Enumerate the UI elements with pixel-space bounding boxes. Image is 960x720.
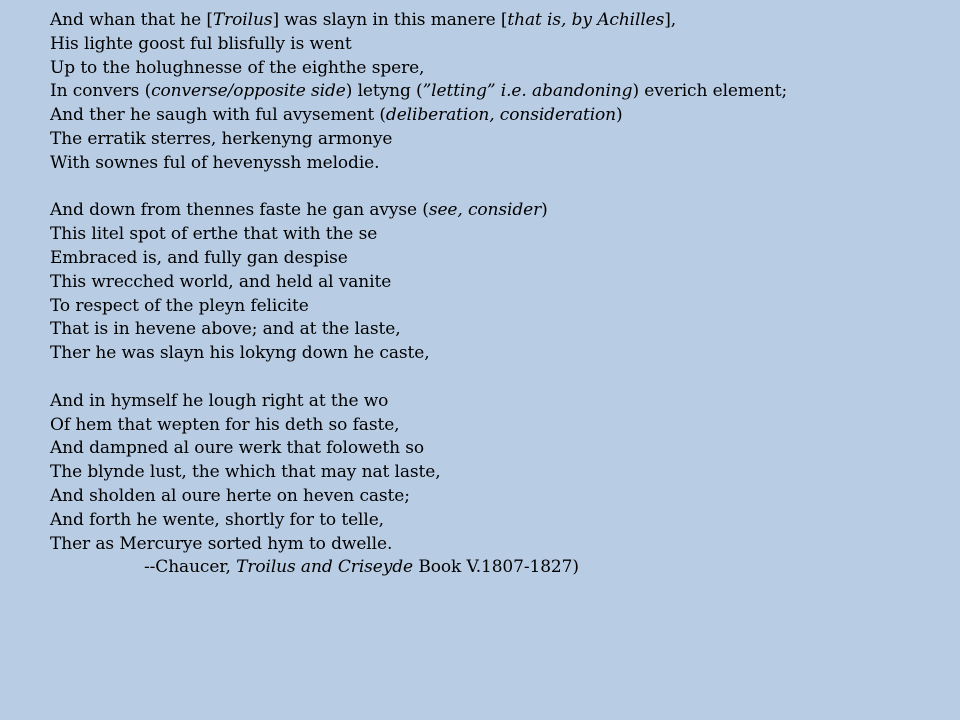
- text-run: ): [541, 200, 548, 221]
- text-run: And down from thennes faste he gan avyse (: [50, 200, 429, 221]
- attribution-title: Troilus and Criseyde: [236, 557, 414, 578]
- stanza-gap: [50, 176, 960, 200]
- poem-line: Embraced is, and fully gan despise: [50, 247, 348, 268]
- italic-gloss: that is, by Achilles: [507, 10, 665, 30]
- text-run: In convers (: [50, 81, 152, 102]
- poem-line: [50, 80, 960, 104]
- text-run: ] was slayn in this manere [: [272, 10, 508, 30]
- poem-line: That is in hevene above; and at the laste,: [50, 319, 401, 340]
- poem: [50, 9, 960, 580]
- poem-line: His lighte goost ful blisfully is went: [50, 33, 352, 54]
- attribution-reference: Book V.1807-1827): [413, 557, 579, 578]
- attribution-author: --Chaucer,: [144, 557, 237, 578]
- poem-line: Ther he was slayn his lokyng down he caste,: [50, 343, 430, 364]
- text-run: ) letyng (: [345, 81, 423, 102]
- poem-line: [50, 104, 960, 128]
- poem-line: The erratik sterres, herkenyng armonye: [50, 128, 393, 149]
- poem-line: This litel spot of erthe that with the se: [50, 224, 378, 245]
- poem-line: Ther as Mercurye sorted hym to dwelle.: [50, 533, 393, 554]
- poem-line: And sholden al oure herte on heven caste;: [50, 485, 410, 506]
- text-run: And ther he saugh with ful avysement (: [50, 105, 386, 126]
- italic-gloss: ”letting” i.e. abandoning: [422, 81, 633, 102]
- poem-line: And forth he wente, shortly for to telle,: [50, 509, 384, 530]
- poem-line: With sownes ful of hevenyssh melodie.: [50, 152, 380, 173]
- stanza-gap: [50, 366, 960, 390]
- italic-gloss: see, consider: [428, 200, 542, 221]
- poem-line: Up to the holughnesse of the eighthe spere,: [50, 57, 425, 78]
- poem-line: And dampned al oure werk that foloweth so: [50, 438, 425, 459]
- poem-line: [50, 199, 960, 223]
- italic-gloss: converse/opposite side: [151, 81, 346, 102]
- text-run: ) everich element;: [632, 81, 788, 102]
- poem-line: And in hymself he lough right at the wo: [50, 390, 389, 411]
- poem-line: [50, 9, 960, 33]
- italic-gloss: Troilus: [212, 10, 273, 30]
- text-run: And whan that he [: [50, 10, 213, 30]
- attribution: [50, 556, 960, 580]
- text-run: ],: [664, 10, 677, 30]
- text-run: ): [616, 105, 623, 126]
- poem-line: Of hem that wepten for his deth so faste,: [50, 414, 400, 435]
- poem-line: This wrecched world, and held al vanite: [50, 271, 392, 292]
- poem-line: To respect of the pleyn felicite: [50, 295, 309, 316]
- poem-line: The blynde lust, the which that may nat laste,: [50, 462, 441, 483]
- italic-gloss: deliberation, consideration: [385, 105, 617, 126]
